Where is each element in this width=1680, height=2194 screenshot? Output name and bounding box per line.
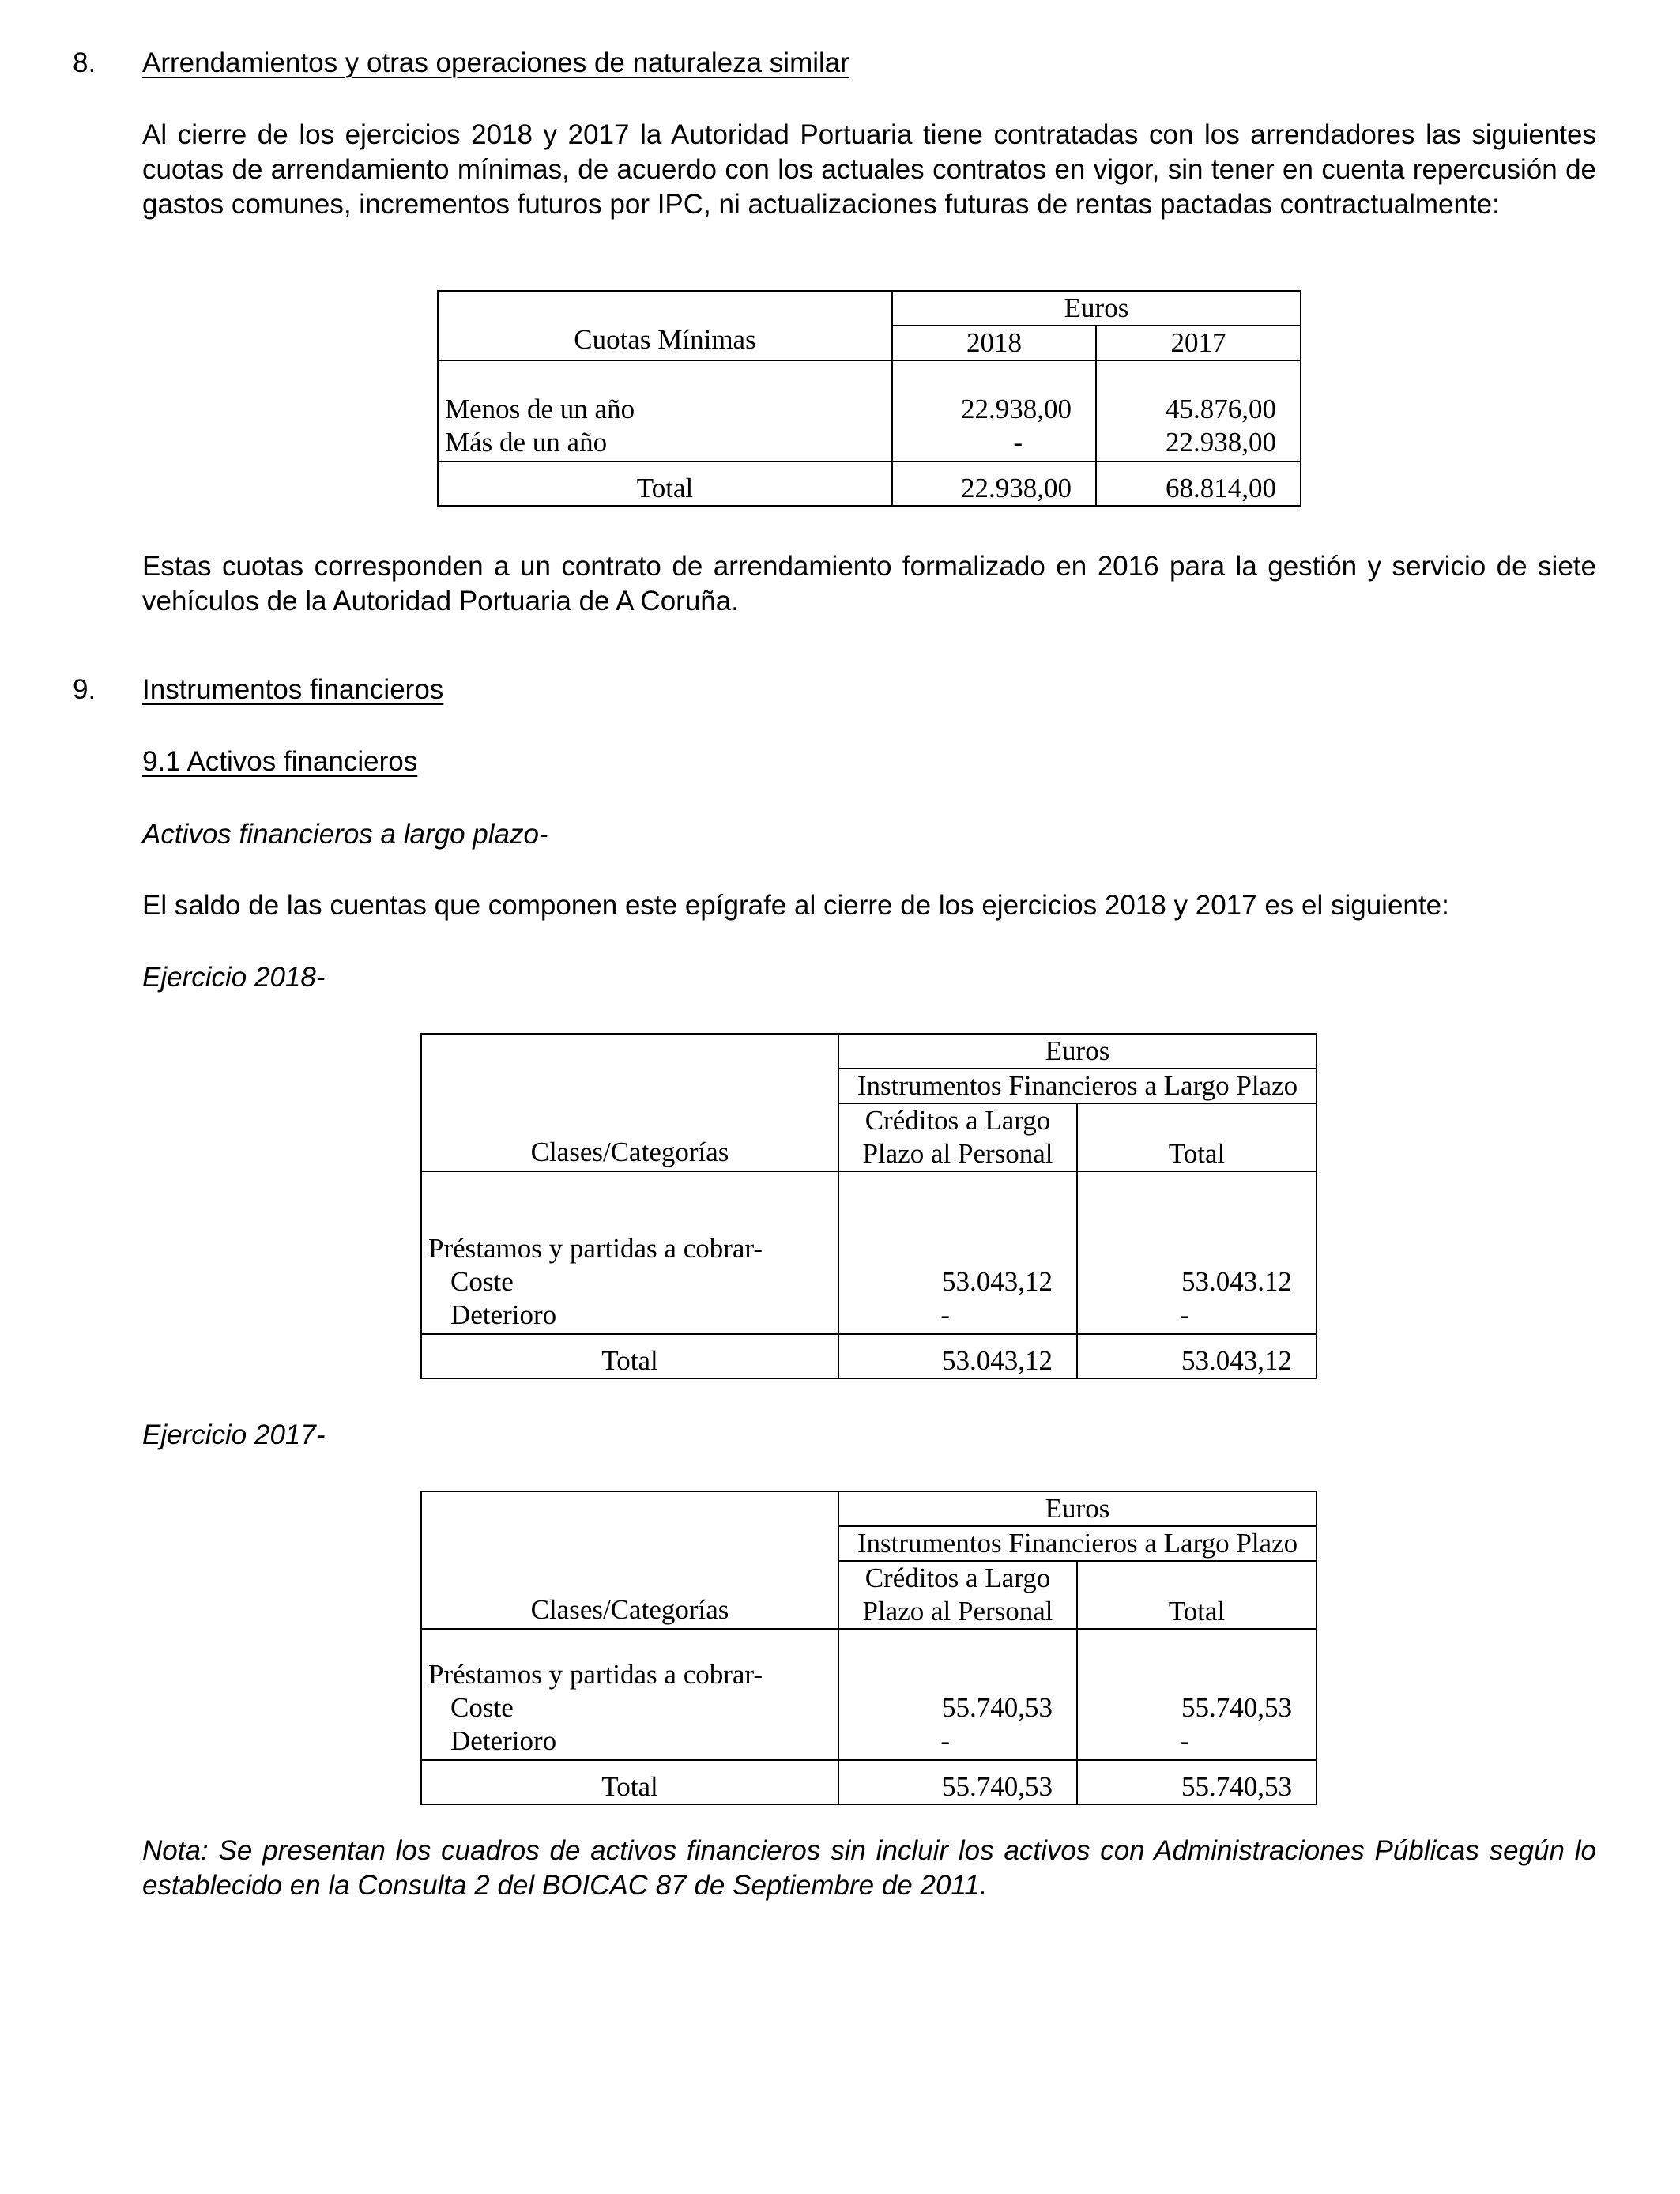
- category-label: Préstamos y partidas a cobrar-: [428, 1233, 763, 1264]
- lease-value: 45.876,00: [1166, 394, 1276, 424]
- deterioro-label: Deterioro: [450, 1299, 557, 1330]
- section-9-intro: El saldo de las cuentas que componen este epígrafe al cierre de los ejercicios 2018 y 2017 es el siguiente:: [142, 890, 1449, 921]
- lease-row-label: Menos de un año: [445, 394, 635, 424]
- table-2017-caption: Ejercicio 2017-: [142, 1419, 326, 1450]
- assets-table-2018: [420, 1033, 1317, 1379]
- euros-header: Euros: [838, 1034, 1317, 1069]
- subsection-title: 9.1 Activos financieros: [142, 746, 418, 777]
- note: Nota: Se presentan los cuadros de activos financieros sin incluir los activos con Administraciones Públicas según lo establecido en la Consulta 2 del BOICAC 87 de Septiembre de 2011.: [142, 1835, 1596, 1901]
- section-9-number: 9.: [73, 674, 96, 705]
- lease-values-2017: [1096, 360, 1301, 462]
- col-credits-header: [838, 1103, 1077, 1171]
- coste-value: 53.043,12: [942, 1266, 1053, 1297]
- group-header: Instrumentos Financieros a Largo Plazo: [838, 1526, 1317, 1561]
- col-credits-line1: Créditos a Largo: [864, 1563, 1051, 1593]
- coste-label: Coste: [450, 1266, 514, 1297]
- row-header: Clases/Categorías: [421, 1491, 838, 1629]
- total-value: 55.740,53: [1077, 1760, 1317, 1804]
- row-header: Clases/Categorías: [421, 1034, 838, 1171]
- total-value: 55.740,53: [838, 1760, 1077, 1804]
- category-label: Préstamos y partidas a cobrar-: [428, 1659, 763, 1690]
- subheading: Activos financieros a largo plazo-: [142, 819, 548, 850]
- section-8-number: 8.: [73, 47, 96, 78]
- lease-value: 22.938,00: [961, 394, 1072, 424]
- lease-euros-header: Euros: [892, 291, 1301, 326]
- lease-labels: [438, 360, 892, 462]
- lease-total-2017: 68.814,00: [1096, 462, 1301, 506]
- lease-row-label: Más de un año: [445, 427, 608, 458]
- section-9-heading: [73, 673, 443, 707]
- total-values: [1077, 1171, 1317, 1334]
- lease-col-2018: 2018: [892, 326, 1096, 360]
- total-value: 53.043,12: [1077, 1334, 1317, 1378]
- total-value: 53.043,12: [838, 1334, 1077, 1378]
- credits-values: [838, 1629, 1077, 1760]
- col-total-header: Total: [1077, 1561, 1317, 1629]
- lease-value: 22.938,00: [1166, 427, 1276, 458]
- category-labels: [421, 1171, 838, 1334]
- category-labels: [421, 1629, 838, 1760]
- section-8-closing: Estas cuotas corresponden a un contrato de arrendamiento formalizado en 2016 para la gestión y servicio de siete vehículos de la Autoridad Portuaria de A Coruña.: [142, 551, 1596, 616]
- deterioro-value: -: [940, 1725, 950, 1756]
- lease-row-header: Cuotas Mínimas: [438, 291, 892, 360]
- deterioro-label: Deterioro: [450, 1725, 557, 1756]
- coste-value: 53.043.12: [1181, 1266, 1292, 1297]
- lease-table: [437, 290, 1301, 507]
- deterioro-value: -: [940, 1299, 950, 1330]
- group-header: Instrumentos Financieros a Largo Plazo: [838, 1069, 1317, 1103]
- euros-header: Euros: [838, 1491, 1317, 1526]
- col-total-header: Total: [1077, 1103, 1317, 1171]
- deterioro-value: -: [1180, 1299, 1189, 1330]
- col-credits-line1: Créditos a Largo: [864, 1105, 1051, 1136]
- lease-value: -: [1013, 427, 1023, 458]
- total-label: Total: [421, 1334, 838, 1378]
- table-2018-caption: Ejercicio 2018-: [142, 962, 326, 993]
- col-credits-line2: Plazo al Personal: [862, 1138, 1053, 1169]
- coste-value: 55.740,53: [942, 1692, 1053, 1723]
- coste-value: 55.740,53: [1181, 1692, 1292, 1723]
- lease-values-2018: [892, 360, 1096, 462]
- coste-label: Coste: [450, 1692, 514, 1723]
- section-9-title: Instrumentos financieros: [142, 674, 444, 705]
- col-credits-header: [838, 1561, 1077, 1629]
- lease-col-2017: 2017: [1096, 326, 1301, 360]
- lease-total-2018: 22.938,00: [892, 462, 1096, 506]
- col-credits-line2: Plazo al Personal: [862, 1596, 1053, 1627]
- section-8-title: Arrendamientos y otras operaciones de naturaleza similar: [142, 47, 849, 78]
- section-8-intro: Al cierre de los ejercicios 2018 y 2017 la Autoridad Portuaria tiene contratadas con los arrendadores las siguientes cuotas de arrendamiento mínimas, de acuerdo con los actuales contratos en vigor, sin tener en cuenta repercusión de gastos comunes, incrementos futuros por IPC, ni actualizaciones futuras de rentas pactadas contractualmente:: [142, 119, 1596, 220]
- total-label: Total: [421, 1760, 838, 1804]
- total-values: [1077, 1629, 1317, 1760]
- section-8-heading: [73, 46, 849, 81]
- credits-values: [838, 1171, 1077, 1334]
- assets-table-2017: [420, 1491, 1317, 1805]
- lease-total-label: Total: [438, 462, 892, 506]
- deterioro-value: -: [1180, 1725, 1189, 1756]
